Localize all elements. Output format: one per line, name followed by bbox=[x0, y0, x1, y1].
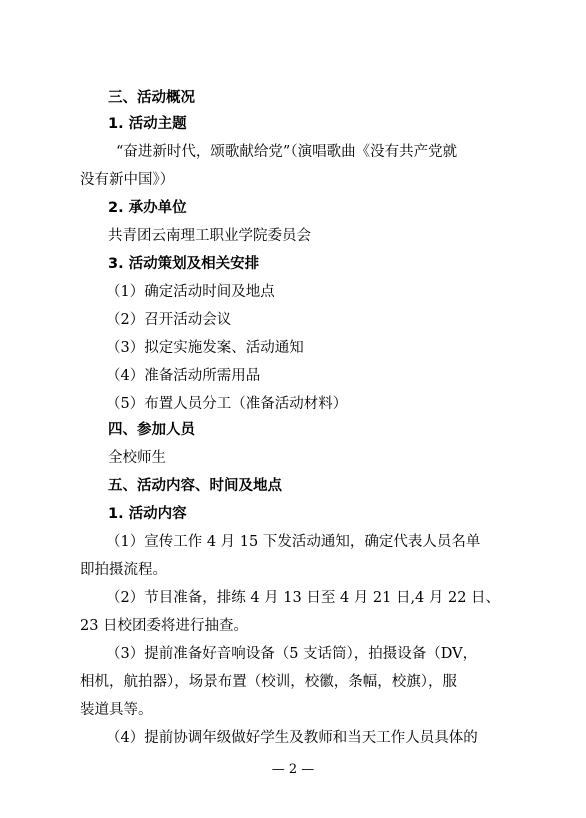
planning-heading: 3. 活动策划及相关安排 bbox=[108, 256, 260, 272]
planning-item-2: （2）召开活动会议 bbox=[106, 312, 232, 328]
section-5-title: 五、活动内容、时间及地点 bbox=[108, 478, 282, 494]
content-p3-line-1: （3）提前准备好音响设备（5 支话筒），拍摄设备（DV， bbox=[106, 646, 478, 662]
organizer-heading: 2. 承办单位 bbox=[108, 200, 187, 216]
page-number: — 2 — bbox=[271, 762, 315, 777]
participants-text: 全校师生 bbox=[108, 450, 166, 466]
content-p2-line-2: 23 日校团委将进行抽查。 bbox=[80, 618, 249, 634]
content-p2-line-1: （2）节目准备，排练 4 月 13 日至 4 月 21 日,4 月 22 日、 bbox=[106, 590, 501, 606]
theme-text-line-1: “奋进新时代，颂歌献给党”（演唱歌曲《没有共产党就 bbox=[116, 144, 458, 160]
planning-item-5: （5）布置人员分工（准备活动材料） bbox=[106, 396, 348, 412]
theme-text-line-2: 没有新中国》） bbox=[80, 172, 175, 188]
planning-item-4: （4）准备活动所需用品 bbox=[106, 368, 261, 384]
content-p3-line-3: 装道具等。 bbox=[80, 702, 153, 718]
planning-item-3: （3）拟定实施发案、活动通知 bbox=[106, 340, 304, 356]
section-4-title: 四、参加人员 bbox=[108, 422, 195, 438]
organizer-text: 共青团云南理工职业学院委员会 bbox=[108, 228, 311, 244]
content-p1-line-1: （1）宣传工作 4 月 15 下发活动通知，确定代表人员名单 bbox=[106, 534, 481, 550]
content-p1-line-2: 即拍摄流程。 bbox=[80, 562, 167, 578]
content-p4-line-1: （4）提前协调年级做好学生及教师和当天工作人员具体的 bbox=[106, 730, 478, 746]
section-3-title: 三、活动概况 bbox=[108, 90, 195, 106]
planning-item-1: （1）确定活动时间及地点 bbox=[106, 284, 275, 300]
content-p3-line-2: 相机，航拍器），场景布置（校训，校徽，条幅，校旗），服 bbox=[80, 674, 457, 690]
theme-heading: 1. 活动主题 bbox=[108, 116, 187, 132]
content-heading: 1. 活动内容 bbox=[108, 506, 187, 522]
